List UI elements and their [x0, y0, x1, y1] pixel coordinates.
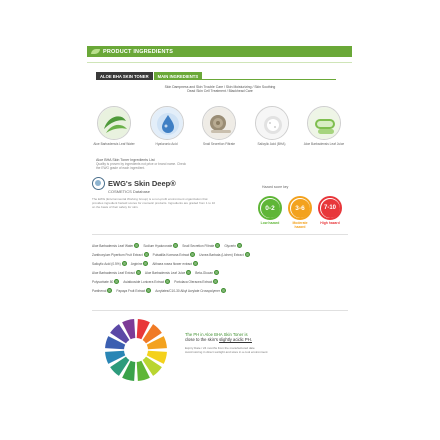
grade-item-label: Portulaca Oleracea Extract: [174, 279, 213, 284]
grade-badge-icon: [143, 261, 148, 266]
grade-item-label: Beta-Glucan: [195, 270, 214, 275]
grade-item: [174, 279, 218, 284]
grade-item: [116, 288, 151, 293]
ewg-subtitle: COSMETICS Database: [108, 189, 151, 194]
ewg-logo-icon: [92, 177, 105, 190]
ingredient-card: [145, 106, 189, 147]
header-title: PRODUCT INGREDIENTS: [103, 48, 174, 55]
grade-item: [153, 252, 196, 257]
grade-row: [92, 268, 352, 277]
ingredient-label: Aloe Barbadensis Leaf Juice: [303, 142, 345, 146]
header-bar: [87, 46, 352, 57]
grade-item-label: Aloe Barbadensis Leaf Water: [92, 243, 134, 248]
grade-item: [224, 243, 242, 248]
grade-item-label: Zanthoxylum Piperitum Fruit Extract: [92, 252, 143, 257]
grade-badge-icon: [186, 270, 191, 275]
grade-item-label: Arginine: [130, 261, 143, 266]
ph-notes: [185, 346, 345, 354]
grade-badge-icon: [134, 243, 139, 248]
ingredient-card: [250, 106, 294, 147]
grade-row: [92, 259, 352, 268]
grade-item: [92, 261, 127, 266]
divider: [87, 62, 352, 63]
grade-item: [155, 288, 226, 293]
aloe-slice-icon: [307, 106, 341, 140]
ingredient-grade-list: [92, 241, 352, 295]
ingredient-list-note: Quality is proven by ingredients not price or brand name. Check the EWG grade of each ingredient.: [96, 162, 187, 170]
hazard-low: [258, 196, 282, 225]
ph-wheel-center: [126, 340, 146, 360]
grade-item: [92, 243, 139, 248]
grade-badge-icon: [221, 288, 226, 293]
ingredient-list-title: Aloe BHA Skin Toner Ingredients List: [96, 158, 155, 162]
grade-item-label: Asiaticoside Lonicera Extract: [123, 279, 165, 284]
grade-item-label: Althaea rosea flower extract: [152, 261, 192, 266]
hazard-moderate-range: 3-6: [291, 199, 310, 218]
grade-item: [92, 288, 112, 293]
ingredient-card: [92, 106, 136, 147]
grade-item: [152, 261, 198, 266]
ph-line-2-emphasis: slightly acidic PH.: [219, 337, 252, 342]
ingredient-card: [302, 106, 346, 147]
grade-badge-icon: [165, 279, 170, 284]
hazard-moderate: [288, 196, 312, 229]
product-claims: [115, 85, 325, 93]
ph-line-1: The PH in Aloe BHA Skin Toner is: [185, 332, 248, 337]
ewg-description: The EWG (Environmental Working Group) is a non-profit environment organization that provides ingredient hazard scores for cosmetic products. Ingredients are graded from 1 to 10 on the basis of their safety for skin.: [92, 197, 216, 209]
powder-icon: [255, 106, 289, 140]
divider: [202, 72, 336, 80]
ingredient-label: Aloe Barbadensis Leaf Water: [93, 142, 135, 146]
grade-item-label: Pulsatilla Koreana Extract: [152, 252, 190, 257]
grade-item: [131, 261, 149, 266]
grade-item: [92, 252, 149, 257]
claim-line: Skin Dampness and Skin Trouble Care / Skin Moisturizing / Skin Soothing: [164, 85, 276, 89]
grade-item-label: Aloe Barbadensis Leaf Juice: [144, 270, 186, 275]
product-name: ALOE BHA SKIN TONER: [96, 72, 153, 80]
grade-badge-icon: [173, 243, 178, 248]
water-drop-icon: [150, 106, 184, 140]
grade-badge-icon: [215, 243, 220, 248]
product-bar: [96, 72, 336, 80]
grade-item-label: Snail Secretion Filtrate: [182, 243, 215, 248]
grade-item: [143, 243, 178, 248]
grade-badge-icon: [146, 288, 151, 293]
grade-item-label: Panthenol: [92, 288, 107, 293]
hazard-title: Hazard score key: [262, 185, 289, 189]
grade-badge-icon: [114, 279, 119, 284]
grade-item-label: Acrylates/C10-30 Alkyl Acrylate Crosspolymer: [155, 288, 220, 293]
grade-item-label: Polysorbate 80: [92, 279, 114, 284]
ewg-block: [92, 177, 232, 210]
claim-line: Dead Skin Cell Treatment / Blackhead Care: [187, 89, 253, 94]
expiry-note: Expiry Date / 24 months from the manufactured date: [185, 346, 255, 350]
grade-row: [92, 241, 352, 250]
grade-item-label: Papaya Fruit Extract: [116, 288, 146, 293]
grade-item: [92, 270, 141, 275]
grade-item: [199, 252, 249, 257]
grade-row: [92, 277, 352, 286]
grade-badge-icon: [214, 270, 219, 275]
hazard-high-label: High hazard: [320, 221, 340, 225]
grade-item: [195, 270, 219, 275]
hazard-high: [318, 196, 342, 225]
grade-badge-icon: [122, 261, 127, 266]
hazard-high-badge: [318, 196, 342, 220]
section-label: MAIN INGREDIENTS: [153, 72, 202, 80]
hazard-low-range: 0-2: [261, 199, 280, 218]
grade-badge-icon: [144, 252, 149, 257]
grade-item-label: Usnea Barbata (Lichen) Extract: [199, 252, 244, 257]
divider: [92, 234, 348, 235]
hazard-high-range: 7-10: [321, 199, 340, 218]
grade-item: [92, 279, 119, 284]
leaf-icon: [91, 49, 100, 54]
grade-row: [92, 250, 352, 259]
grade-badge-icon: [213, 279, 218, 284]
storage-note: Avoid storing in direct sunlight and store in a cool environment: [185, 350, 268, 354]
grade-item: [123, 279, 170, 284]
grade-badge-icon: [107, 288, 112, 293]
grade-badge-icon: [237, 243, 242, 248]
hazard-low-badge: [258, 196, 282, 220]
grade-item: [182, 243, 220, 248]
grade-item-label: Glycerin: [224, 243, 237, 248]
ingredient-label: Snail Secretion Filtrate: [202, 142, 236, 146]
ingredient-label: Salicylic Acid (BHA): [257, 142, 286, 146]
grade-item-label: Sodium Hyaluronate: [143, 243, 173, 248]
ingredient-label: Hyaluronic Acid: [155, 142, 178, 146]
ingredient-card: [197, 106, 241, 147]
ph-line-2-pre: close to the skin's: [185, 337, 218, 342]
grade-badge-icon: [136, 270, 141, 275]
grade-item: [145, 270, 191, 275]
grade-badge-icon: [190, 252, 195, 257]
grade-row: [92, 286, 352, 295]
ewg-name: EWG's Skin Deep®: [108, 179, 176, 188]
grade-item-label: Salicylic Acid (0.5%): [92, 261, 121, 266]
grade-badge-icon: [245, 252, 250, 257]
aloe-icon: [97, 106, 131, 140]
ph-scale-wheel-icon: [104, 318, 168, 382]
ph-line-2: [185, 337, 345, 342]
hazard-low-label: Low hazard: [260, 221, 280, 225]
hazard-moderate-badge: [288, 196, 312, 220]
grade-item-label: Aloe Barbadensis Leaf Extract: [92, 270, 135, 275]
grade-badge-icon: [193, 261, 198, 266]
snail-icon: [202, 106, 236, 140]
ph-info: [185, 332, 345, 354]
main-ingredients: [92, 106, 346, 147]
divider: [92, 310, 348, 311]
hazard-moderate-label: Moderate hazard: [292, 221, 308, 229]
